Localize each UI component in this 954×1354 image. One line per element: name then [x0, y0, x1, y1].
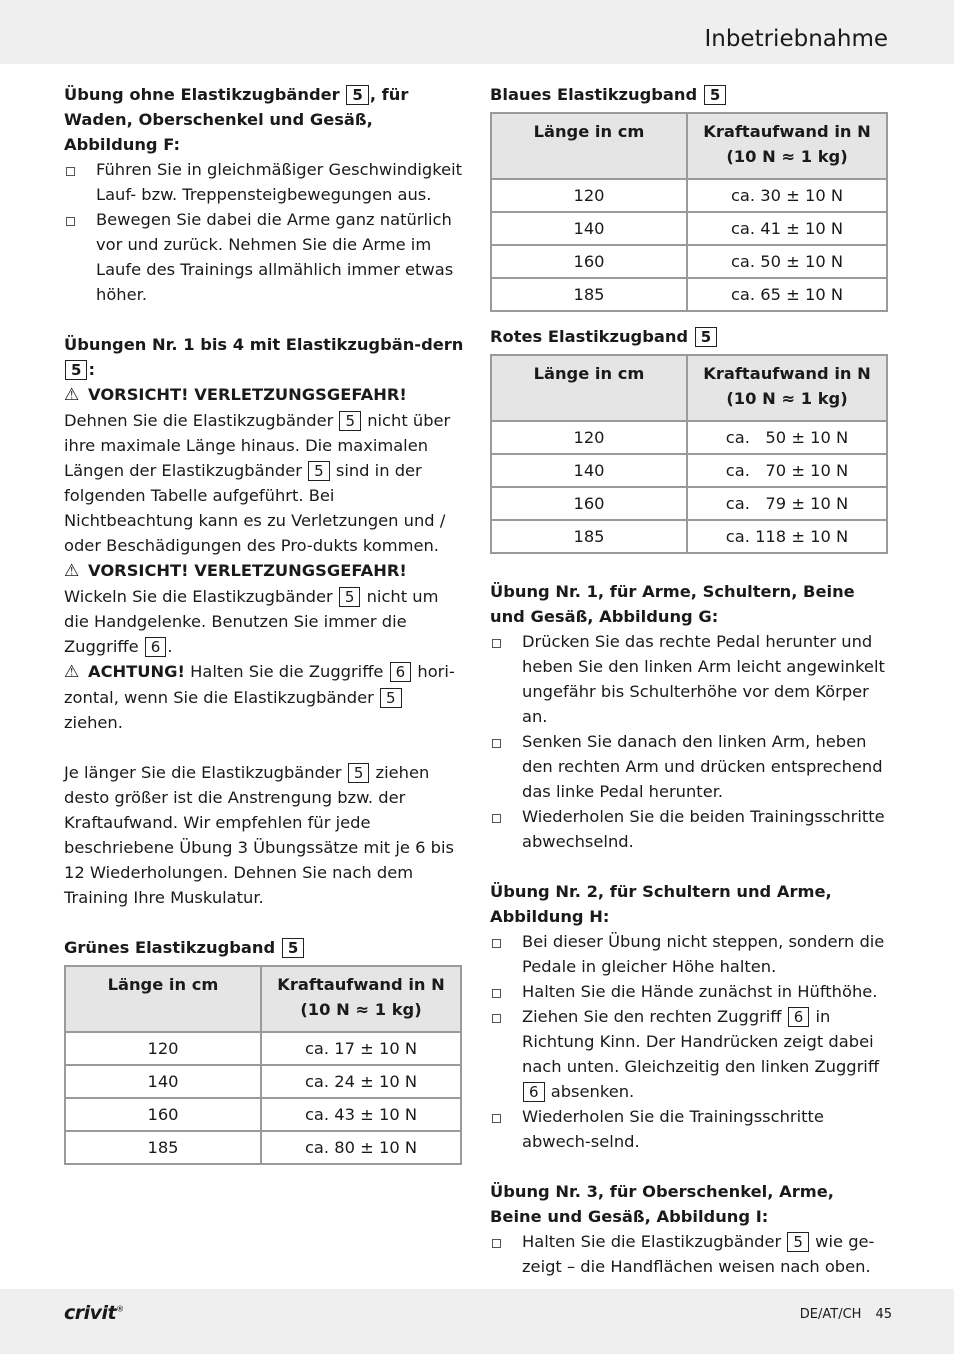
heading-text: , für Waden, Oberschenkel und Gesäß, Abbildung F:: [64, 85, 409, 154]
cell-force: ca. 50 ± 10 N: [687, 421, 887, 454]
bullet-list: [490, 629, 890, 854]
page-number: 45: [875, 1307, 892, 1322]
part-number-box: 5: [282, 938, 304, 958]
brand-name: crivit: [64, 1302, 117, 1324]
column-header: Länge in cm: [65, 966, 261, 1032]
text: in Richtung Kinn. Der Handrücken zeigt dabei nach unten. Gleichzeitig den linken Zuggriff: [522, 1007, 880, 1076]
text: Dehnen Sie die Elastikzugbänder: [64, 411, 334, 430]
list-item: [490, 1229, 890, 1279]
part-number-box: 5: [695, 327, 717, 347]
table-caption: [490, 82, 890, 107]
cell-length: 160: [65, 1098, 261, 1131]
list-item: Halten Sie die Hände zunächst in Hüfthöhe.: [490, 979, 890, 1004]
part-number-box: 5: [339, 587, 361, 607]
blue-band-table: [490, 112, 888, 312]
paragraph: [64, 584, 464, 659]
list-item: [490, 1004, 890, 1104]
warning-line: [64, 382, 464, 408]
heading-text: Übung ohne Elastikzugbänder: [64, 85, 340, 104]
part-number-box: 5: [346, 85, 368, 105]
paragraph: [64, 408, 464, 558]
section-heading: [64, 332, 464, 382]
text: ziehen.: [64, 713, 123, 732]
table-row: [65, 1131, 461, 1164]
column-header: Länge in cm: [491, 113, 687, 179]
part-number-box: 5: [65, 360, 87, 380]
table-caption: [64, 935, 464, 960]
page-title: Inbetriebnahme: [704, 26, 888, 52]
caption-text: Rotes Elastikzugband: [490, 327, 689, 346]
text: ziehen desto größer ist die Anstrengung bzw. der Kraftaufwand. Wir empfehlen für jede beschriebene Übung 3 Übungssätze mit je 6 bis 12 Wiederholungen. Dehnen Sie nach dem Training Ihre Muskulatur.: [64, 763, 454, 907]
warning-text: VORSICHT! VERLETZUNGSGEFAHR!: [88, 561, 407, 580]
cell-force: ca. 118 ± 10 N: [687, 520, 887, 553]
part-number-box: 6: [523, 1082, 545, 1102]
cell-force: ca. 43 ± 10 N: [261, 1098, 461, 1131]
table-row: [491, 245, 887, 278]
table-row: [65, 1065, 461, 1098]
part-number-box: 5: [339, 411, 361, 431]
warning-icon: ⚠: [64, 385, 80, 405]
text: .: [167, 637, 173, 656]
text: hori-zontal, wenn Sie die Elastikzugbänder: [64, 662, 455, 707]
section-heading: Übung Nr. 2, für Schultern und Arme, Abbildung H:: [490, 882, 832, 926]
cell-length: 160: [491, 245, 687, 278]
table-row: [491, 520, 887, 553]
red-band-table: [490, 354, 888, 554]
locale-label: DE/AT/CH: [799, 1307, 862, 1322]
cell-force: ca. 80 ± 10 N: [261, 1131, 461, 1164]
warning-line: [64, 558, 464, 584]
cell-length: 140: [65, 1065, 261, 1098]
cell-force: ca. 24 ± 10 N: [261, 1065, 461, 1098]
bullet-list: [64, 157, 464, 307]
part-number-box: 6: [145, 637, 167, 657]
warning-icon: ⚠: [64, 662, 80, 682]
part-number-box: 5: [308, 461, 330, 481]
column-header: Länge in cm: [491, 355, 687, 421]
part-number-box: 5: [348, 763, 370, 783]
paragraph: [64, 760, 464, 910]
part-number-box: 5: [787, 1232, 809, 1252]
text: wie ge-zeigt – die Handflächen weisen nach oben.: [522, 1232, 875, 1276]
heading-text: Übungen Nr. 1 bis 4 mit Elastikzugbän-dern: [64, 335, 464, 354]
column-header: Kraftaufwand in N (10 N ≈ 1 kg): [261, 966, 461, 1032]
list-item: Wiederholen Sie die beiden Trainingsschritte abwechselnd.: [490, 804, 890, 854]
column-header: Kraftaufwand in N (10 N ≈ 1 kg): [687, 113, 887, 179]
footer-info: [800, 1307, 892, 1322]
cell-length: 185: [491, 520, 687, 553]
cell-force: ca. 41 ± 10 N: [687, 212, 887, 245]
table-row: [491, 487, 887, 520]
table-row: [491, 278, 887, 311]
cell-length: 160: [491, 487, 687, 520]
list-item: Bewegen Sie dabei die Arme ganz natürlich vor und zurück. Nehmen Sie die Arme im Laufe des Trainings allmählich immer etwas höher.: [64, 207, 464, 307]
text: Ziehen Sie den rechten Zuggriff: [522, 1007, 782, 1026]
table-row: [491, 179, 887, 212]
brand-mark: ®: [116, 1304, 124, 1314]
table-row: [491, 454, 887, 487]
table-row: [65, 1098, 461, 1131]
text: absenken.: [550, 1082, 635, 1101]
warning-text: ACHTUNG!: [88, 662, 185, 681]
green-band-table: [64, 965, 462, 1165]
table-header-row: [491, 355, 887, 421]
cell-force: ca. 50 ± 10 N: [687, 245, 887, 278]
section-heading: Übung Nr. 3, für Oberschenkel, Arme, Beine und Gesäß, Abbildung I:: [490, 1182, 834, 1226]
section-heading: [64, 82, 464, 157]
column-header: Kraftaufwand in N (10 N ≈ 1 kg): [687, 355, 887, 421]
text: Je länger Sie die Elastikzugbänder: [64, 763, 342, 782]
text: Halten Sie die Zuggriffe: [190, 662, 384, 681]
part-number-box: 6: [390, 662, 412, 682]
table-header-row: [65, 966, 461, 1032]
cell-force: ca. 30 ± 10 N: [687, 179, 887, 212]
text: Halten Sie die Elastikzugbänder: [522, 1232, 782, 1251]
cell-force: ca. 79 ± 10 N: [687, 487, 887, 520]
bullet-list: [490, 929, 890, 1154]
cell-force: ca. 17 ± 10 N: [261, 1032, 461, 1065]
table-row: [65, 1032, 461, 1065]
part-number-box: 5: [704, 85, 726, 105]
caption-text: Blaues Elastikzugband: [490, 85, 698, 104]
left-column: [64, 82, 464, 1165]
cell-force: ca. 65 ± 10 N: [687, 278, 887, 311]
warning-text: VORSICHT! VERLETZUNGSGEFAHR!: [88, 385, 407, 404]
right-column: [490, 82, 890, 1279]
text: nicht über ihre maximale Länge hinaus. Die maximalen Längen der Elastikzugbänder: [64, 411, 451, 480]
section-heading: Übung Nr. 1, für Arme, Schultern, Beine und Gesäß, Abbildung G:: [490, 582, 855, 626]
brand-logo: [64, 1302, 124, 1324]
paragraph: [64, 659, 464, 735]
list-item: Bei dieser Übung nicht steppen, sondern die Pedale in gleicher Höhe halten.: [490, 929, 890, 979]
list-item: Drücken Sie das rechte Pedal herunter und heben Sie den linken Arm leicht angewinkelt ungefähr bis Schulterhöhe vor dem Körper an.: [490, 629, 890, 729]
warning-icon: ⚠: [64, 561, 80, 581]
table-header-row: [491, 113, 887, 179]
cell-length: 185: [491, 278, 687, 311]
cell-length: 120: [491, 421, 687, 454]
cell-length: 140: [491, 212, 687, 245]
cell-length: 140: [491, 454, 687, 487]
part-number-box: 6: [788, 1007, 810, 1027]
caption-text: Grünes Elastikzugband: [64, 938, 276, 957]
list-item: Führen Sie in gleichmäßiger Geschwindigkeit Lauf- bzw. Treppensteigbewegungen aus.: [64, 157, 464, 207]
table-row: [491, 421, 887, 454]
text: Wickeln Sie die Elastikzugbänder: [64, 587, 333, 606]
text: nicht um die Handgelenke. Benutzen Sie immer die Zuggriffe: [64, 587, 439, 656]
text: sind in der folgenden Tabelle aufgeführt. Bei Nichtbeachtung kann es zu Verletzungen und / oder Beschädigungen des Pro-dukts kommen.: [64, 461, 446, 555]
table-row: [491, 212, 887, 245]
list-item: Senken Sie danach den linken Arm, heben den rechten Arm und drücken entsprechend das linke Pedal herunter.: [490, 729, 890, 804]
cell-length: 120: [65, 1032, 261, 1065]
cell-length: 185: [65, 1131, 261, 1164]
cell-length: 120: [491, 179, 687, 212]
list-item: Wiederholen Sie die Trainingsschritte abwech-selnd.: [490, 1104, 890, 1154]
bullet-list: [490, 1229, 890, 1279]
heading-text: :: [88, 360, 95, 379]
part-number-box: 5: [380, 688, 402, 708]
cell-force: ca. 70 ± 10 N: [687, 454, 887, 487]
table-caption: [490, 324, 890, 349]
